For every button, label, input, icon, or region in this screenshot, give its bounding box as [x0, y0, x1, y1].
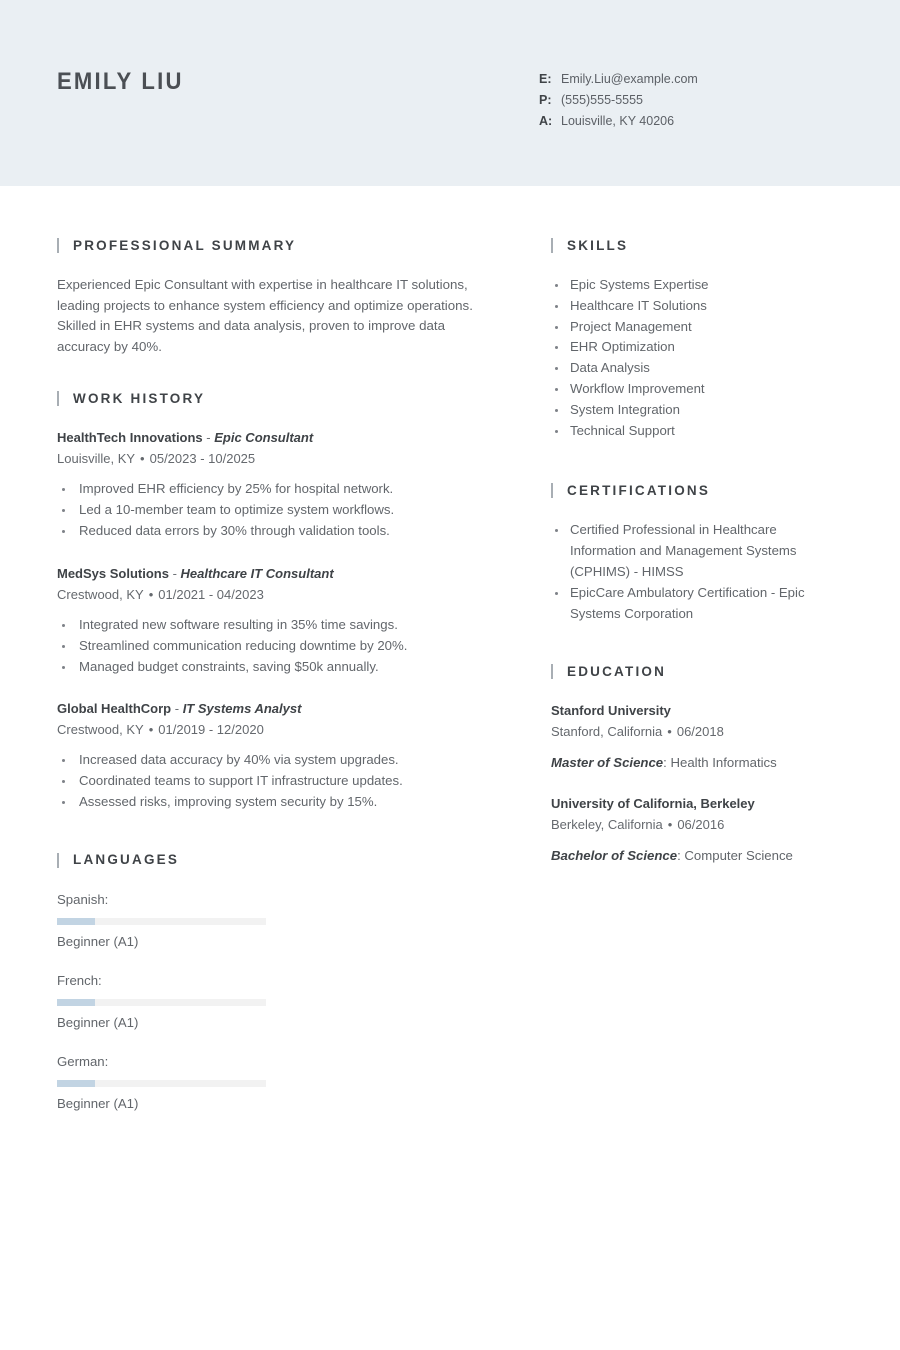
- section-heading-skills: [551, 238, 843, 253]
- job-bullet-list: [57, 479, 501, 542]
- job-location: Crestwood, KY: [57, 586, 144, 602]
- language-progress-fill: [57, 918, 95, 925]
- job-meta: [57, 720, 501, 739]
- separator-dot-icon: •: [667, 817, 673, 833]
- job-location: Crestwood, KY: [57, 722, 144, 737]
- job-company: MedSys Solutions: [57, 565, 169, 581]
- education-meta: [551, 815, 843, 834]
- right-column: [551, 186, 843, 899]
- list-item: Technical Support: [551, 421, 843, 442]
- contact-row-email: [539, 69, 698, 90]
- education-entry: [551, 794, 843, 865]
- job-role: Healthcare IT Consultant: [180, 565, 334, 581]
- education-degree-line: [551, 753, 843, 772]
- language-level: Beginner (A1): [57, 1014, 139, 1030]
- education-degree: Bachelor of Science: [551, 848, 678, 864]
- list-item: Increased data accuracy by 40% via system upgrades.: [57, 750, 501, 771]
- section-title-text: LANGUAGES: [73, 852, 180, 868]
- job-separator: -: [168, 565, 181, 581]
- list-item: Coordinated teams to support IT infrastructure updates.: [57, 771, 501, 792]
- skills-list: [551, 275, 843, 441]
- language-progress-track: [57, 1080, 266, 1087]
- language-progress-track: [57, 918, 266, 925]
- language-item: [57, 971, 266, 1032]
- accent-bar-icon: [57, 238, 59, 253]
- education-field: Computer Science: [684, 848, 793, 864]
- list-item: EHR Optimization: [551, 337, 843, 358]
- section-heading-work-history: [57, 391, 501, 406]
- section-work-history: [57, 391, 501, 813]
- education-date: 06/2018: [676, 724, 724, 740]
- education-location: Berkeley, California: [551, 817, 663, 833]
- education-date: 06/2016: [677, 817, 725, 833]
- list-item: Healthcare IT Solutions: [551, 296, 843, 317]
- left-column: [57, 186, 501, 1167]
- job-meta: [57, 449, 501, 468]
- work-history-entry: [57, 564, 501, 678]
- education-degree: Master of Science: [551, 755, 664, 771]
- language-name: French:: [57, 972, 102, 988]
- education-degree-separator: :: [677, 848, 685, 864]
- section-skills: [551, 238, 843, 441]
- list-item: Integrated new software resulting in 35% time savings.: [57, 615, 501, 636]
- work-history-entry: [57, 699, 501, 813]
- accent-bar-icon: [57, 853, 59, 868]
- contact-row-address: [539, 111, 698, 132]
- education-degree-line: [551, 846, 843, 865]
- list-item: Streamlined communication reducing downtime by 20%.: [57, 636, 501, 657]
- accent-bar-icon: [551, 483, 553, 498]
- summary-text: Experienced Epic Consultant with expertise in healthcare IT solutions, leading projects to enhance system efficiency and optimize operations. Skilled in EHR systems and data analysis, proven to improve data accuracy by 40%.: [57, 277, 473, 354]
- resume-body: [0, 186, 900, 1167]
- list-item: System Integration: [551, 400, 843, 421]
- education-field: Health Informatics: [670, 755, 777, 771]
- section-heading-certifications: [551, 483, 843, 498]
- language-item: [57, 890, 266, 951]
- job-bullet-list: [57, 750, 501, 813]
- education-location: Stanford, California: [551, 724, 663, 740]
- job-title-line: [57, 564, 501, 583]
- list-item: EpicCare Ambulatory Certification - Epic Systems Corporation: [551, 583, 843, 625]
- accent-bar-icon: [551, 664, 553, 679]
- separator-dot-icon: •: [148, 586, 154, 602]
- list-item: Workflow Improvement: [551, 379, 843, 400]
- list-item: Reduced data errors by 30% through validation tools.: [57, 521, 501, 542]
- contact-label-email: E:: [539, 72, 552, 86]
- section-professional-summary: [57, 238, 501, 357]
- section-title-text: PROFESSIONAL SUMMARY: [73, 237, 297, 253]
- contact-row-phone: [539, 90, 698, 111]
- list-item: Assessed risks, improving system security by 15%.: [57, 792, 501, 813]
- list-item: Epic Systems Expertise: [551, 275, 843, 296]
- list-item: Improved EHR efficiency by 25% for hospital network.: [57, 479, 501, 500]
- section-title-text: CERTIFICATIONS: [567, 483, 711, 499]
- job-separator: -: [171, 701, 183, 716]
- job-dates: 05/2023 - 10/2025: [149, 451, 256, 466]
- language-name: German:: [57, 1053, 109, 1069]
- page-title: EMILY LIU: [57, 68, 184, 95]
- accent-bar-icon: [57, 391, 59, 406]
- section-title-text: EDUCATION: [567, 664, 667, 680]
- section-title-text: WORK HISTORY: [73, 390, 206, 406]
- job-role: Epic Consultant: [214, 430, 314, 445]
- language-grid: [57, 890, 501, 1133]
- section-heading-professional-summary: [57, 238, 501, 253]
- language-level: Beginner (A1): [57, 1095, 139, 1111]
- job-separator: -: [202, 430, 215, 445]
- list-item: Led a 10-member team to optimize system workflows.: [57, 500, 501, 521]
- language-level: Beginner (A1): [57, 933, 139, 949]
- work-history-entry: [57, 428, 501, 542]
- resume-header: [0, 0, 900, 186]
- separator-dot-icon: •: [140, 451, 145, 466]
- contact-label-phone: P:: [539, 93, 552, 107]
- list-item: Certified Professional in Healthcare Information and Management Systems (CPHIMS) - HIMSS: [551, 520, 843, 582]
- list-item: Project Management: [551, 317, 843, 338]
- job-title-line: [57, 699, 501, 718]
- contact-block: [539, 69, 698, 132]
- job-company: HealthTech Innovations: [57, 430, 203, 445]
- job-meta: [57, 585, 501, 604]
- education-degree-separator: :: [663, 755, 671, 771]
- section-heading-education: [551, 664, 843, 679]
- list-item: Managed budget constraints, saving $50k annually.: [57, 657, 501, 678]
- education-school: University of California, Berkeley: [551, 796, 755, 812]
- separator-dot-icon: •: [667, 724, 672, 740]
- language-progress-track: [57, 999, 266, 1006]
- education-entry: [551, 701, 843, 772]
- separator-dot-icon: •: [148, 722, 154, 737]
- education-school: Stanford University: [551, 703, 671, 719]
- contact-value-email: Emily.Liu@example.com: [561, 72, 698, 86]
- language-item: [57, 1052, 266, 1113]
- list-item: Data Analysis: [551, 358, 843, 379]
- section-heading-languages: [57, 853, 501, 868]
- section-languages: [57, 853, 501, 1133]
- contact-value-address: Louisville, KY 40206: [561, 114, 675, 128]
- accent-bar-icon: [551, 238, 553, 253]
- job-dates: 01/2019 - 12/2020: [158, 722, 264, 737]
- section-certifications: [551, 483, 843, 624]
- job-dates: 01/2021 - 04/2023: [158, 586, 264, 602]
- language-name: Spanish:: [57, 891, 109, 907]
- job-location: Louisville, KY: [57, 451, 136, 466]
- language-progress-fill: [57, 1080, 95, 1087]
- language-progress-fill: [57, 999, 95, 1006]
- section-education: [551, 664, 843, 865]
- education-meta: [551, 722, 843, 741]
- job-title-line: [57, 428, 501, 447]
- contact-value-phone: (555)555-5555: [561, 93, 644, 107]
- certifications-list: [551, 520, 843, 624]
- job-role: IT Systems Analyst: [182, 701, 302, 716]
- section-title-text: SKILLS: [567, 237, 629, 253]
- job-bullet-list: [57, 615, 501, 678]
- contact-label-address: A:: [539, 114, 553, 128]
- job-company: Global HealthCorp: [57, 701, 172, 716]
